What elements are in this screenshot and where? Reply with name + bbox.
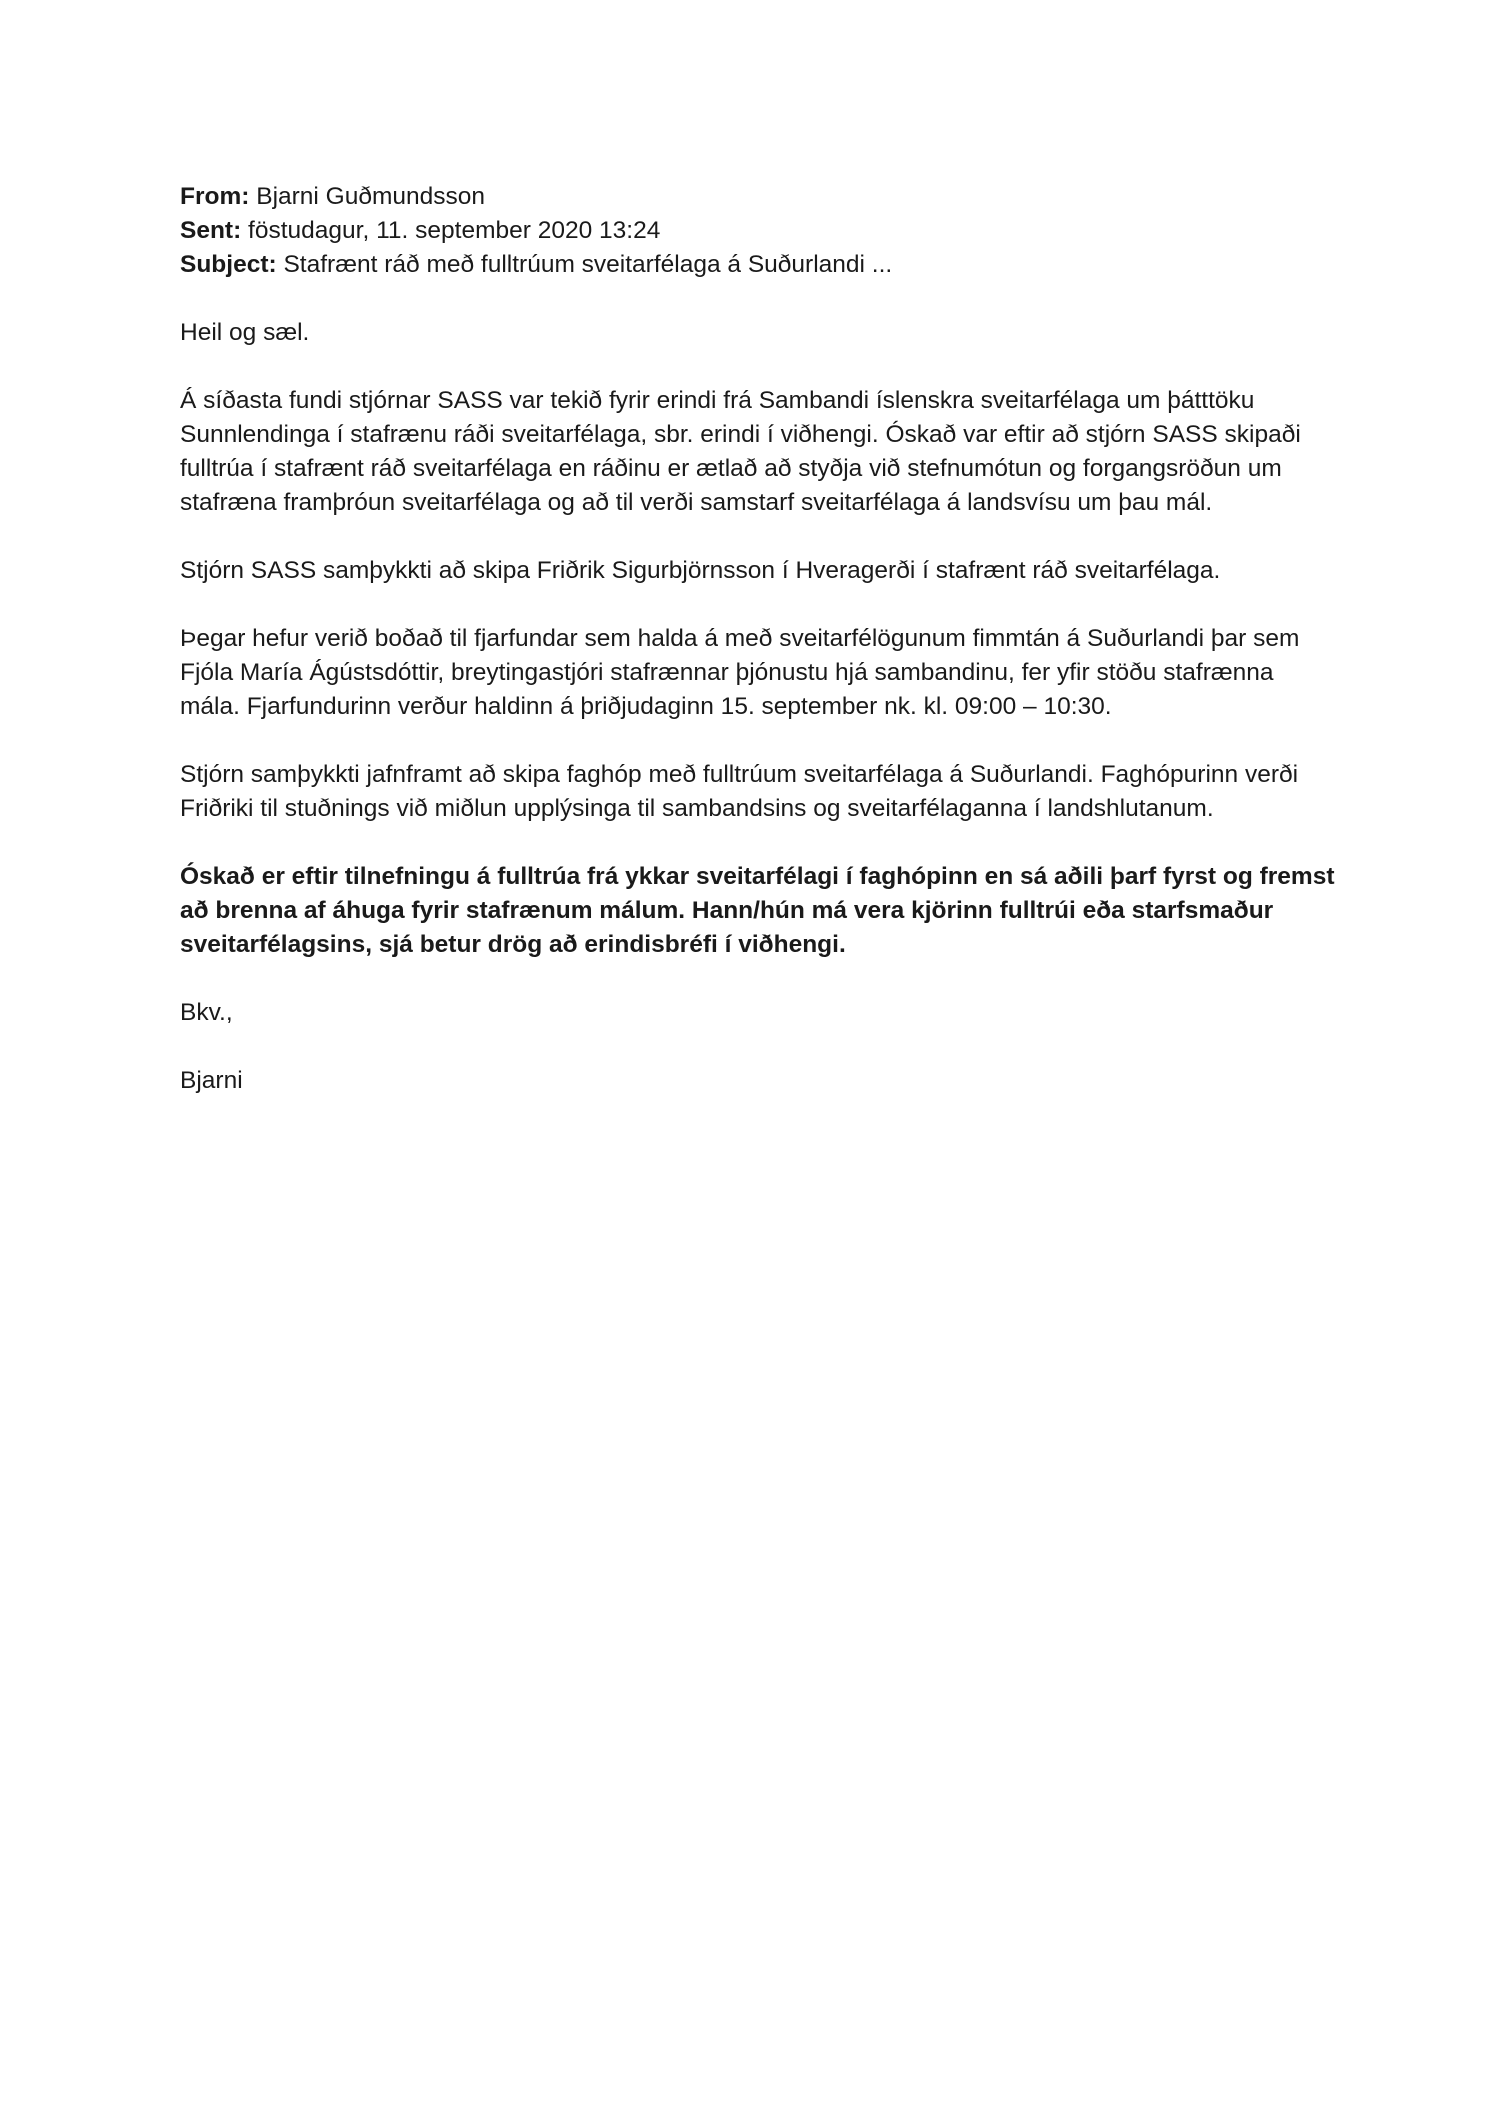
subject-label: Subject: — [180, 251, 277, 278]
greeting: Heil og sæl. — [180, 319, 310, 346]
sent-line — [180, 214, 1340, 248]
subject-value: Stafrænt ráð með fulltrúum sveitarfélaga á Suðurlandi ... — [276, 251, 893, 278]
paragraph-3: Þegar hefur verið boðað til fjarfundar sem halda á með sveitarfélögunum fimmtán á Suðurlandi þar sem Fjóla María Ágústsdóttir, breytingastjóri stafrænnar þjónustu hjá sambandinu, fer yfir stöðu stafrænna mála. Fjarfundurinn verður haldinn á þriðjudaginn 15. september nk. kl. 09:00 – 10:30. — [180, 625, 1300, 720]
from-value: Bjarni Guðmundsson — [249, 183, 486, 210]
sent-value: föstudagur, 11. september 2020 13:24 — [241, 217, 661, 244]
paragraph-5-request: Óskað er eftir tilnefningu á fulltrúa frá ykkar sveitarfélagi í faghópinn en sá aðili þarf fyrst og fremst að brenna af áhuga fyrir stafrænum málum. Hann/hún má vera kjörinn fulltrúi eða starfsmaður sveitarfélagsins, sjá betur drög að erindisbréfi í viðhengi. — [180, 863, 1335, 958]
email-document — [180, 180, 1340, 1098]
from-label: From: — [180, 183, 250, 210]
from-line — [180, 180, 1340, 214]
email-body — [180, 316, 1340, 1098]
paragraph-1: Á síðasta fundi stjórnar SASS var tekið fyrir erindi frá Sambandi íslenskra sveitarfélaga um þátttöku Sunnlendinga í stafrænu ráði sveitarfélaga, sbr. erindi í viðhengi. Óskað var eftir að stjórn SASS skipaði fulltrúa í stafrænt ráð sveitarfélaga en ráðinu er ætlað að styðja við stefnumótun og forgangsröðun um stafræna framþróun sveitarfélaga og að til verði samstarf sveitarfélaga á landsvísu um þau mál. — [180, 387, 1301, 516]
sent-label: Sent: — [180, 217, 242, 244]
paragraph-4: Stjórn samþykkti jafnframt að skipa faghóp með fulltrúum sveitarfélaga á Suðurlandi. Faghópurinn verði Friðriki til stuðnings við miðlun upplýsinga til sambandsins og sveitarfélaganna í landshlutanum. — [180, 761, 1299, 822]
email-header — [180, 180, 1340, 282]
signature: Bjarni — [180, 1067, 243, 1094]
closing: Bkv., — [180, 999, 233, 1026]
paragraph-2: Stjórn SASS samþykkti að skipa Friðrik Sigurbjörnsson í Hveragerði í stafrænt ráð sveitarfélaga. — [180, 557, 1221, 584]
subject-line — [180, 248, 1340, 282]
